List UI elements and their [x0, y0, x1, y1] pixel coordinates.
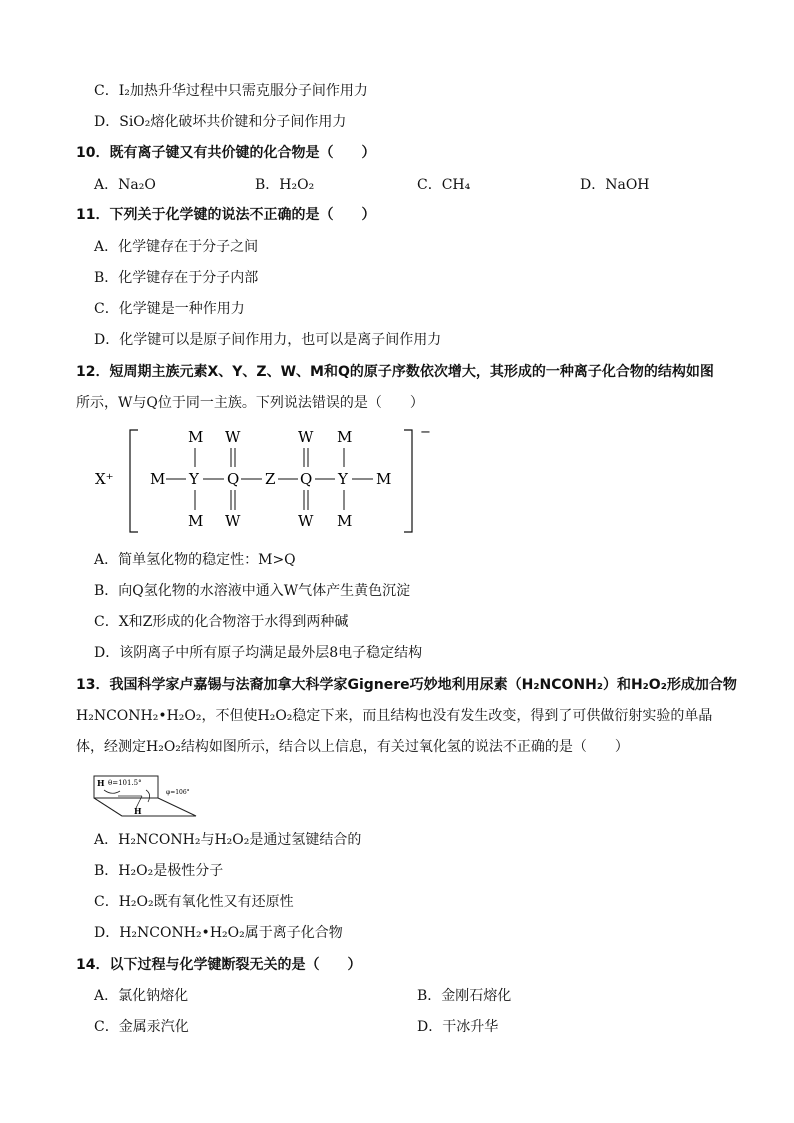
- q12-option-c: C．X和Z形成的化合物溶于水得到两种碱: [94, 614, 349, 630]
- atom-m-bottom-right: M: [337, 512, 353, 530]
- phi-label: φ=106°: [166, 789, 190, 796]
- atom-m-top-left: M: [188, 428, 204, 446]
- atom-w-top-right: W: [298, 428, 314, 446]
- q10-option-d: D．NaOH: [580, 177, 650, 193]
- atom-q-right: Q: [300, 470, 313, 488]
- atom-w-bottom-left: W: [225, 512, 241, 530]
- atom-y-left: Y: [189, 470, 199, 488]
- q13-stem-line2: H₂NCONH₂•H₂O₂，不但使H₂O₂稳定下来，而且结构也没有发生改变，得到了可供做衍射实验的单晶: [76, 708, 713, 724]
- q14-stem: 14．以下过程与化学键断裂无关的是（ ）: [76, 957, 362, 973]
- atom-q-left: Q: [227, 470, 240, 488]
- q12-stem-line1: 12．短周期主族元素X、Y、Z、W、M和Q的原子序数依次增大，其形成的一种离子化合物的结构如图: [76, 364, 714, 380]
- atom-m-right: M: [376, 470, 392, 488]
- q13-stem-line1: 13．我国科学家卢嘉锡与法裔加拿大科学家Gignere巧妙地利用尿素（H₂NCONH₂）和H₂O₂形成加合物: [76, 677, 737, 693]
- q13-option-a: A．H₂NCONH₂与H₂O₂是通过氢键结合的: [94, 832, 362, 848]
- h2o2-structure-figure: [86, 772, 204, 822]
- q12-stem-line2: 所示，W与Q位于同一主族。下列说法错误的是（ ）: [76, 395, 424, 411]
- left-bracket: [130, 430, 138, 532]
- q14-option-a: A．氯化钠熔化: [94, 988, 189, 1004]
- q14-option-c: C．金属汞汽化: [94, 1019, 189, 1035]
- q12-option-b: B．向Q氢化物的水溶液中通入W气体产生黄色沉淀: [94, 583, 411, 599]
- atom-w-bottom-right: W: [298, 512, 314, 530]
- q14-option-b: B．金刚石熔化: [417, 988, 512, 1004]
- q13-stem-line3: 体，经测定H₂O₂结构如图所示，结合以上信息，有关过氧化氢的说法不正确的是（ ）: [76, 739, 629, 755]
- q11-stem: 11．下列关于化学键的说法不正确的是（ ）: [76, 207, 376, 223]
- atom-w-top-left: W: [225, 428, 241, 446]
- theta-label: θ=101.5°: [108, 779, 142, 787]
- cation-label: X⁺: [95, 470, 114, 488]
- q11-option-b: B．化学键存在于分子内部: [94, 270, 259, 286]
- h-label-top: H: [97, 778, 105, 788]
- right-bracket: [404, 430, 412, 532]
- ionic-structure-diagram: [90, 420, 450, 538]
- q13-option-b: B．H₂O₂是极性分子: [94, 863, 224, 879]
- q10-stem: 10．既有离子键又有共价键的化合物是（ ）: [76, 145, 376, 161]
- q11-option-d: D．化学键可以是原子间作用力，也可以是离子间作用力: [94, 332, 442, 348]
- q12-option-a: A．简单氢化物的稳定性：M>Q: [94, 552, 296, 568]
- q14-option-d: D．干冰升华: [417, 1019, 499, 1035]
- q12-option-d: D．该阴离子中所有原子均满足最外层8电子稳定结构: [94, 645, 423, 661]
- atom-y-right: Y: [338, 470, 348, 488]
- atom-m-top-right: M: [337, 428, 353, 446]
- q13-option-d: D．H₂NCONH₂•H₂O₂属于离子化合物: [94, 925, 343, 941]
- anion-charge: −: [420, 425, 431, 440]
- q9-option-d: D．SiO₂熔化破坏共价键和分子间作用力: [94, 114, 347, 130]
- q10-option-a: A．Na₂O: [94, 177, 156, 193]
- h-label-bottom: H: [134, 806, 142, 816]
- q10-option-c: C．CH₄: [417, 177, 471, 193]
- q11-option-a: A．化学键存在于分子之间: [94, 239, 259, 255]
- atom-z: Z: [265, 470, 276, 488]
- atom-m-bottom-left: M: [188, 512, 204, 530]
- q10-option-b: B．H₂O₂: [255, 177, 315, 193]
- q11-option-c: C．化学键是一种作用力: [94, 301, 245, 317]
- q9-option-c: C．I₂加热升华过程中只需克服分子间作用力: [94, 83, 368, 99]
- bottom-plane: [94, 798, 196, 816]
- atom-m-left: M: [150, 470, 166, 488]
- q13-option-c: C．H₂O₂既有氧化性又有还原性: [94, 894, 294, 910]
